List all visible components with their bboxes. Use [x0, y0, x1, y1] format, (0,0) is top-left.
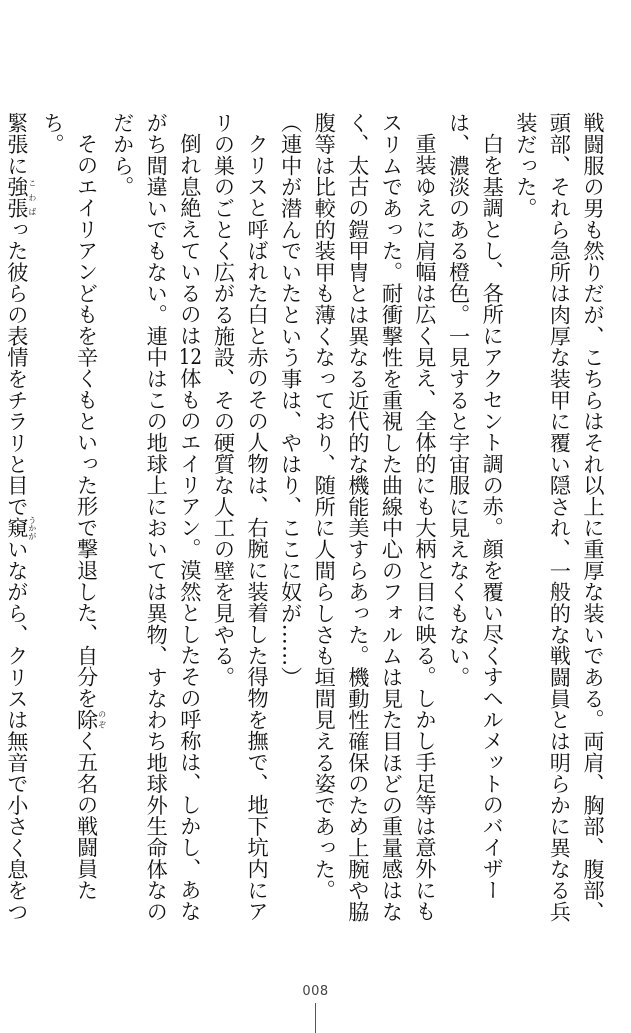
paragraph-6-after: 体ものエイリアン。漠然としたその呼称は、しかし、あながち間違いでもない。連中はこの地球上においては異物、すなわち地球外生命体なのだから。 [110, 112, 203, 923]
paragraph-1: 戦闘服の男も然りだが、こちらはそれ以上に重厚な装いである。両肩、胸部、腹部、頭部、それら急所は肉厚な装甲に覆い隠され、一般的な戦闘員とは明らかに異なる兵装だった。 [513, 112, 606, 923]
paragraph-6-number: 12 [178, 346, 203, 368]
ruby-ukaga-reading: うかが [27, 515, 37, 540]
paragraph-7-mid: く五名の戦闘員たち。 [41, 112, 100, 901]
paragraph-6-before: 倒れ息絶えているのは [177, 133, 203, 347]
paragraph-7-before: そのエイリアンどもを辛くもといった形で撃退した、自分を [74, 133, 100, 709]
vertical-text-body [4, 112, 610, 936]
paragraph-8-after: いながら、クリスは無音で小さく息をつ [4, 538, 30, 923]
paragraph-2: 白を基調とし、各所にアクセント調の赤。顔を覆い尽くすヘルメットのバイザーは、濃淡のある橙色。一見すると宇宙服に見えなくもない。 [446, 112, 506, 901]
page-number: 008 [302, 984, 329, 999]
ruby-kowaba-reading: こわば [27, 175, 37, 219]
paragraph-6 [106, 112, 207, 936]
ruby-kowaba-base: 強張 [4, 175, 30, 219]
paragraph-4: （連中が潜んでいたという事は、やはり、ここに奴が……） [278, 112, 304, 688]
paragraph-3: 重装ゆえに肩幅は広く見え、全体的にも大柄と目に映る。しかし手足等は意外にもスリムであった。耐衝撃性を重視した曲線中心のフォルムは見た目ほどの重量感はなく、太古の鎧甲冑とは異なる近代的な機能美すらあった。機動性確保のため上腕や脇腹等は比較的装甲も薄くなっており、随所に人間らしさも垣間見える姿であった。 [312, 112, 439, 923]
paragraph-7 [36, 112, 106, 936]
page-number-rule [315, 1003, 316, 1033]
paragraph-8 [0, 112, 36, 936]
ruby-nozo-reading: のぞ [97, 708, 107, 731]
ruby-kowaba [4, 175, 37, 219]
paragraph-5: クリスと呼ばれた白と赤のその人物は、右腕に装着した得物を撫で、地下坑内にアリの巣のごとく広がる施設、その硬質な人工の壁を見やる。 [211, 112, 271, 923]
ruby-nozo-base: 除 [74, 708, 100, 731]
ruby-nozo [74, 708, 107, 731]
ruby-ukaga [4, 515, 37, 540]
paragraph-8-before: 緊張に [4, 112, 30, 176]
paragraph-8-mid: った彼らの表情をチラリと目で [4, 218, 30, 518]
ruby-ukaga-base: 窺 [4, 515, 30, 540]
